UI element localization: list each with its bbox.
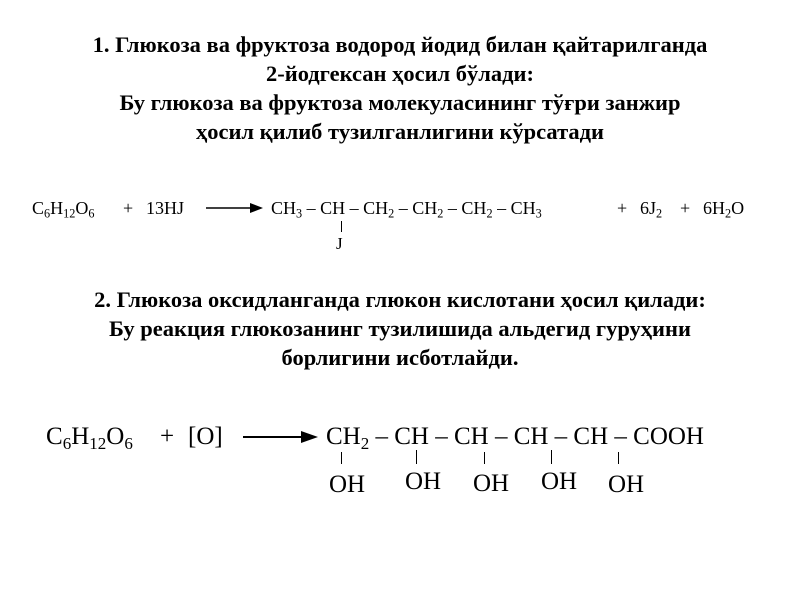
reaction-1-iodine: $6J_2$: [640, 198, 663, 221]
reaction-2-product: $CH_2$ – CH – CH – CH – CH – COOH: [326, 423, 704, 454]
reaction-2-bond-1: [341, 452, 342, 464]
reaction-1-product: $CH_3$ – CH – $CH_2 - CH_2 - CH_2 - CH_3$: [271, 198, 542, 221]
section-1-heading: [20, 30, 780, 146]
section-2-line-3: борлигини исботлайди.: [281, 345, 519, 370]
section-1-line-1: 1. Глюкоза ва фруктоза водород йодид билан қайтарилганда: [92, 32, 708, 57]
reaction-1-reagent: 13HJ: [146, 198, 185, 218]
section-1-line-3: Бу глюкоза ва фруктоза молекуласининг тўғри занжир: [119, 90, 681, 115]
reaction-2-substituent-2: OH: [405, 468, 442, 495]
reaction-2-bond-3: [484, 452, 485, 464]
reaction-1-plus-2: +: [617, 198, 628, 218]
reaction-2-substituent-1: OH: [329, 471, 366, 498]
reaction-2-reagent: [O]: [188, 423, 223, 450]
section-2-line-2: Бу реакция глюкозанинг тузилишида альдегид гуруҳини: [109, 316, 691, 341]
reaction-1-arrow-icon: [206, 199, 264, 217]
reaction-1-water: $6H_2O$: [703, 198, 745, 221]
reaction-2-bond-5: [618, 452, 619, 464]
reaction-1-plus: +: [123, 198, 134, 218]
reaction-1-substituent: J: [336, 234, 343, 253]
section-1-line-4: ҳосил қилиб тузилганлигини кўрсатади: [195, 119, 605, 144]
reaction-2-reactant: $C_6H_{12}O_6$: [46, 423, 133, 454]
reaction-2-plus: +: [160, 423, 175, 450]
reaction-2-bond-4: [551, 450, 552, 464]
reaction-2-arrow-icon: [243, 427, 319, 447]
reaction-2-substituent-5: OH: [608, 471, 645, 498]
section-2-heading: [20, 285, 780, 372]
reaction-1-bond: [341, 221, 342, 232]
reaction-1-reactant: $C_6H_{12}O_6$: [32, 198, 95, 221]
section-1-line-2: 2-йодгексан ҳосил бўлади:: [265, 61, 534, 86]
reaction-2-substituent-4: OH: [541, 468, 578, 495]
reaction-1-plus-3: +: [680, 198, 691, 218]
section-2-line-1: 2. Глюкоза оксидланганда глюкон кислотани ҳосил қилади:: [94, 287, 706, 312]
reaction-2-substituent-3: OH: [473, 470, 510, 497]
reaction-2-bond-2: [416, 450, 417, 464]
